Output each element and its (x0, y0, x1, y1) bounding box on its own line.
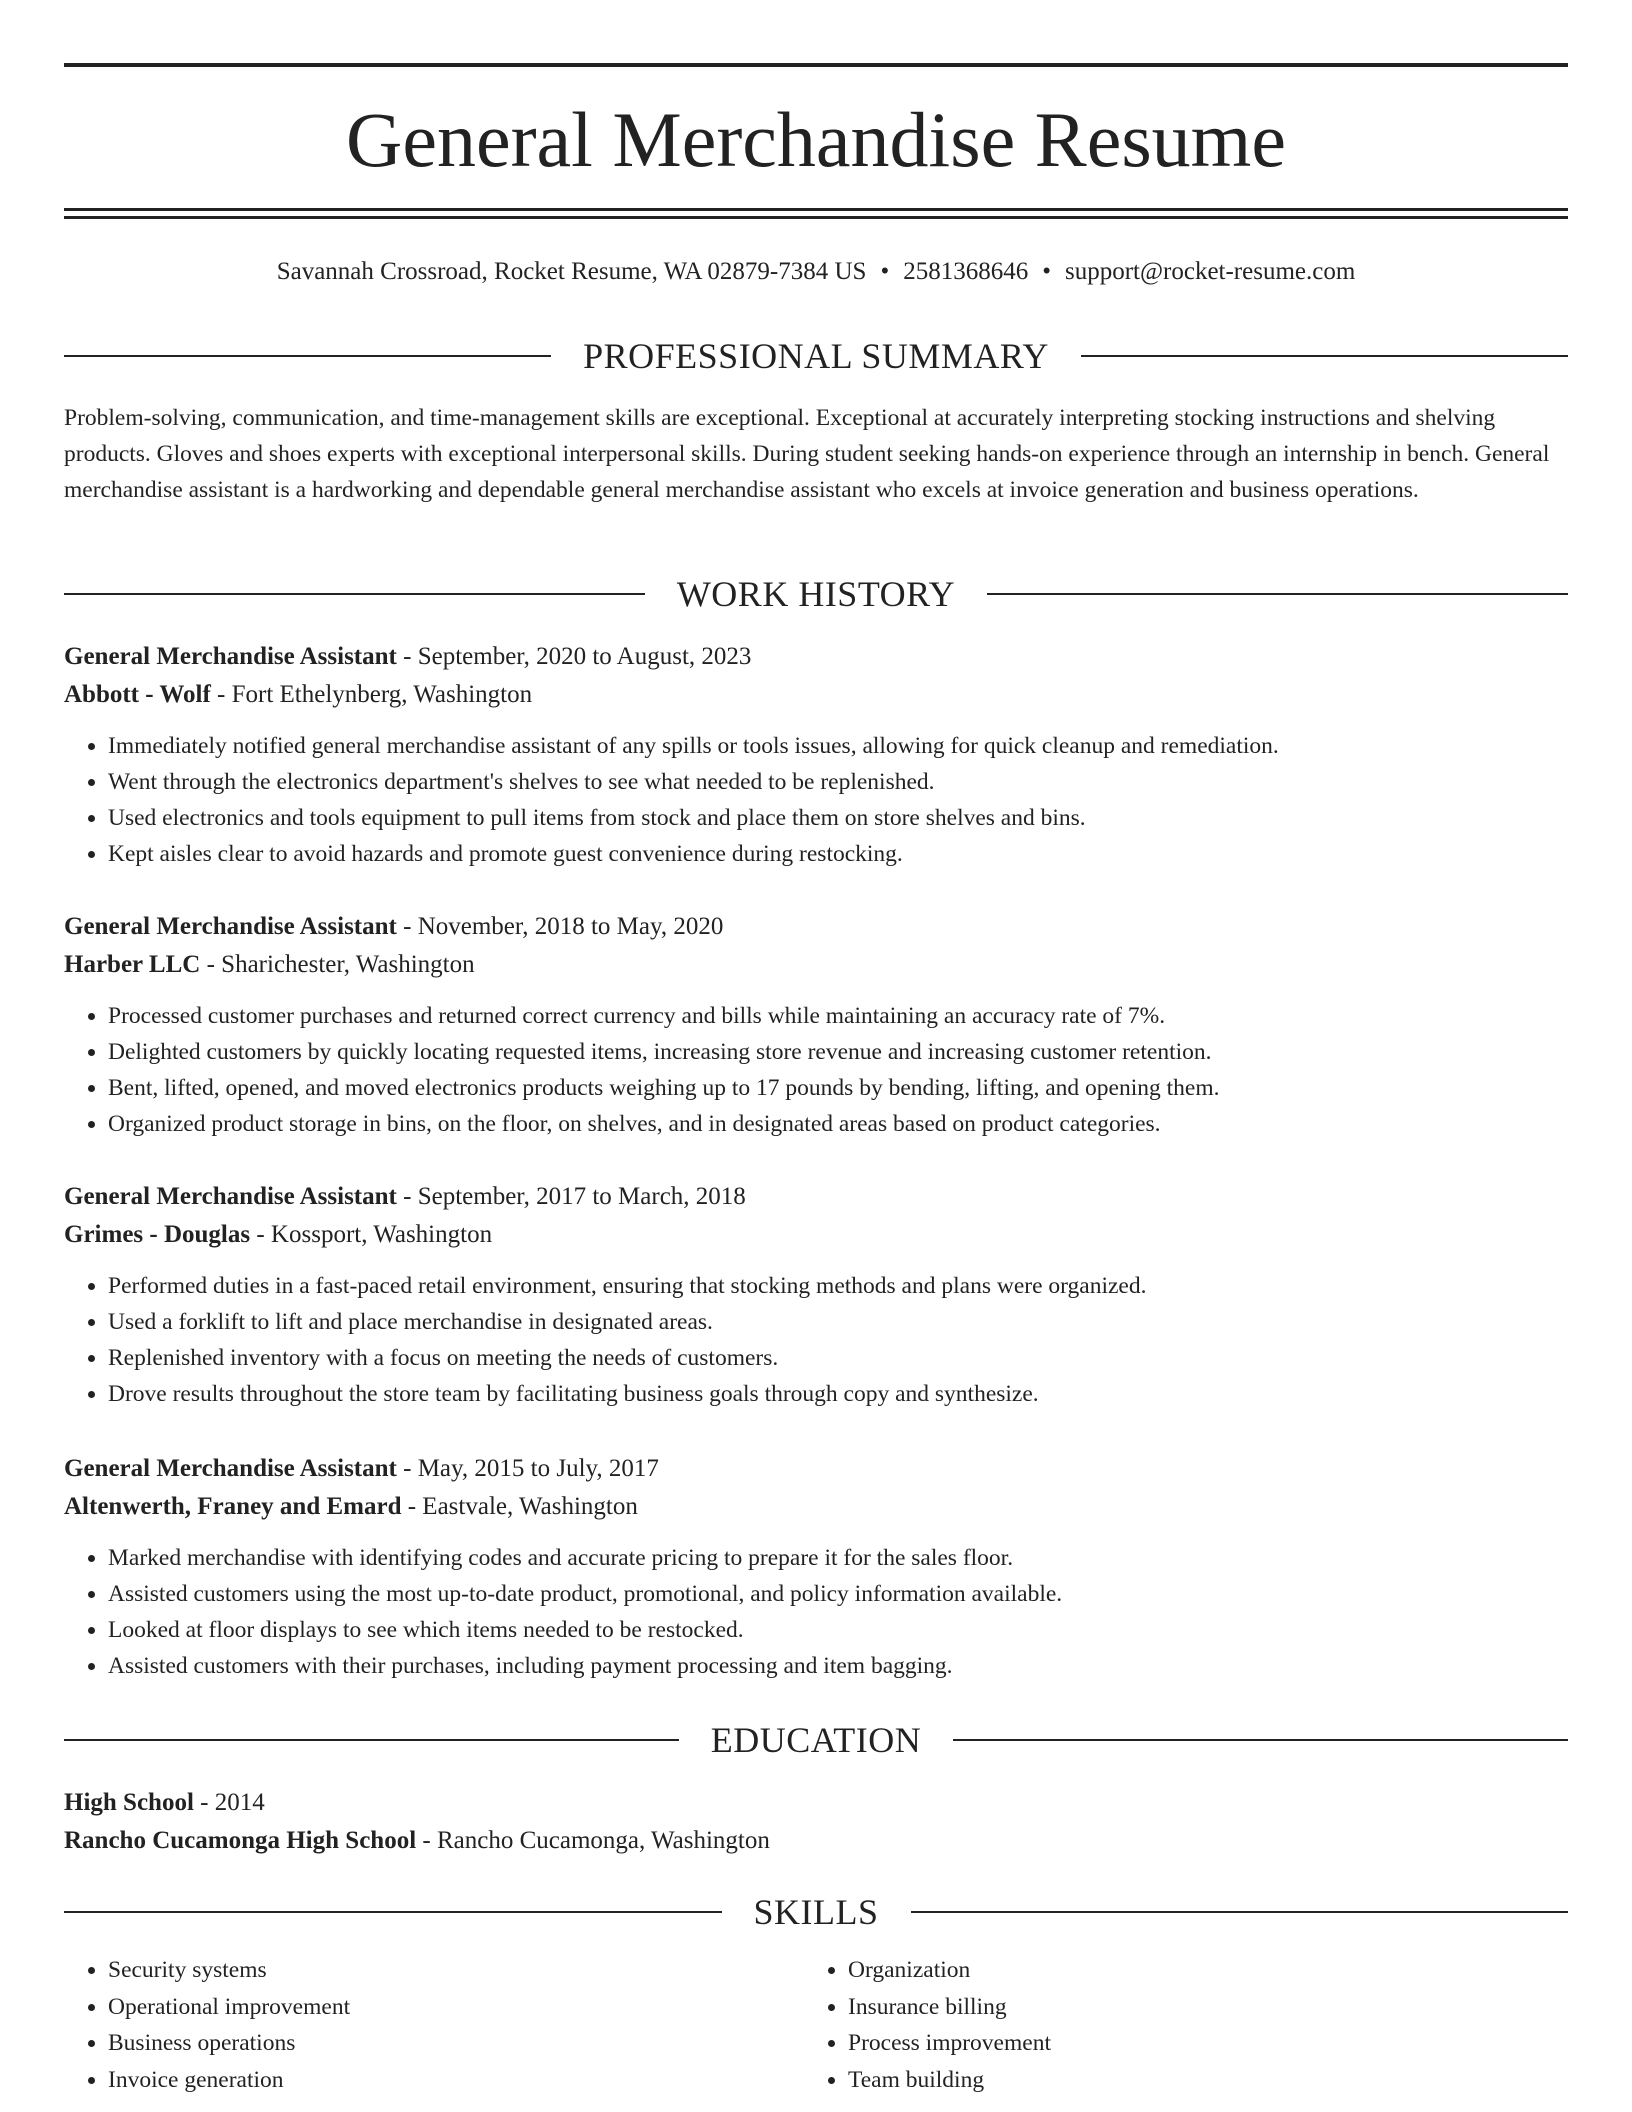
list-item: • Business operations (108, 2025, 804, 2062)
list-item: • Team building (848, 2062, 1544, 2099)
job-location: - Kossport, Washington (250, 1221, 493, 1248)
job-dates: - September, 2017 to March, 2018 (396, 1183, 746, 1210)
list-item: • Marked merchandise with identifying codes and accurate pricing to prepare it for the sales floor. (108, 1540, 1568, 1576)
job-location: - Eastvale, Washington (401, 1493, 638, 1520)
title-rule-lower (64, 216, 1568, 219)
job-title: General Merchandise Assistant (64, 1183, 397, 1210)
job-entry (64, 908, 1568, 1142)
list-item: • Security systems (108, 1952, 804, 1989)
section-heading-skills (64, 1892, 1568, 1932)
job-company: Harber LLC (64, 951, 201, 978)
list-item: • Assisted customers using the most up-to-date product, promotional, and policy information available. (108, 1576, 1568, 1612)
job-company-line (64, 1216, 1568, 1254)
list-item: • Performed duties in a fast-paced retail environment, ensuring that stocking methods and plans were organized. (108, 1268, 1568, 1304)
heading-rule (64, 1911, 722, 1913)
job-bullets (64, 1268, 1568, 1412)
job-dates: - May, 2015 to July, 2017 (396, 1455, 659, 1482)
heading-rule (64, 355, 551, 357)
job-dates: - November, 2018 to May, 2020 (396, 913, 724, 940)
education-school: Rancho Cucamonga High School (64, 1827, 417, 1854)
job-company: Altenwerth, Franey and Emard (64, 1493, 402, 1520)
job-entry (64, 1178, 1568, 1412)
section-heading-work (64, 574, 1568, 614)
education-location: - Rancho Cucamonga, Washington (416, 1827, 770, 1854)
contact-separator: • (880, 258, 890, 285)
resume-title: General Merchandise Resume (346, 96, 1286, 183)
top-rule (64, 63, 1568, 67)
summary-text: Problem-solving, communication, and time-management skills are exceptional. Exceptional at accurately interpreting stocking instructions and shelving products. Gloves and shoes experts with exceptional interpersonal skills. During student seeking hands-on experience through an internship in bench. General merchandise assistant is a hardworking and dependable general merchandise assistant who excels at invoice generation and business operations. (64, 405, 1550, 503)
skills-list (64, 1952, 1568, 2098)
list-item: • Kept aisles clear to avoid hazards and promote guest convenience during restocking. (108, 836, 1568, 872)
job-location: - Sharichester, Washington (200, 951, 475, 978)
contact-email: support@rocket-resume.com (1065, 258, 1356, 285)
job-company: Grimes - Douglas (64, 1221, 251, 1248)
education-entry (64, 1784, 1568, 1860)
contact-separator: • (1042, 258, 1051, 285)
job-location: - Fort Ethelynberg, Washington (210, 681, 533, 708)
list-item: • Operational improvement (108, 1989, 804, 2026)
job-title-line (64, 908, 1568, 946)
list-item: • Process improvement (848, 2025, 1544, 2062)
job-title: General Merchandise Assistant (64, 643, 397, 670)
job-bullets (64, 1540, 1568, 1684)
list-item: • Went through the electronics department's shelves to see what needed to be replenished. (108, 764, 1568, 800)
heading-rule (64, 1739, 679, 1741)
education-school-line (64, 1822, 1568, 1860)
section-heading-summary (64, 336, 1568, 376)
skills-column-left (64, 1952, 804, 2098)
list-item: • Drove results throughout the store team by facilitating business goals through copy and synthesize. (108, 1376, 1568, 1412)
job-title: General Merchandise Assistant (64, 1455, 397, 1482)
job-title: General Merchandise Assistant (64, 913, 397, 940)
list-item: • Immediately notified general merchandise assistant of any spills or tools issues, allowing for quick cleanup and remediation. (108, 728, 1568, 764)
heading-rule (987, 593, 1568, 595)
job-company: Abbott - Wolf (64, 681, 211, 708)
education-year: - 2014 (193, 1789, 265, 1816)
job-dates: - September, 2020 to August, 2023 (396, 643, 752, 670)
skills-column-right (804, 1952, 1544, 2098)
section-title: EDUCATION (710, 1720, 922, 1760)
section-title: SKILLS (753, 1892, 879, 1932)
section-heading-education (64, 1720, 1568, 1760)
job-title-line (64, 638, 1568, 676)
heading-rule (64, 593, 645, 595)
job-company-line (64, 676, 1568, 714)
education-degree-line (64, 1784, 1568, 1822)
heading-rule (953, 1739, 1568, 1741)
list-item: • Organized product storage in bins, on the floor, on shelves, and in designated areas based on product categories. (108, 1106, 1568, 1142)
contact-phone: 2581368646 (903, 258, 1029, 285)
contact-line (64, 254, 1568, 290)
job-entry (64, 1450, 1568, 1684)
job-entry (64, 638, 1568, 872)
list-item: • Used a forklift to lift and place merchandise in designated areas. (108, 1304, 1568, 1340)
section-title: PROFESSIONAL SUMMARY (583, 336, 1049, 376)
list-item: • Insurance billing (848, 1989, 1544, 2026)
list-item: • Assisted customers with their purchases, including payment processing and item bagging. (108, 1648, 1568, 1684)
job-title-line (64, 1178, 1568, 1216)
job-company-line (64, 946, 1568, 984)
list-item: • Processed customer purchases and returned correct currency and bills while maintaining an accuracy rate of 7%. (108, 998, 1568, 1034)
heading-rule (911, 1911, 1569, 1913)
job-company-line (64, 1488, 1568, 1526)
job-bullets (64, 998, 1568, 1142)
heading-rule (1081, 355, 1568, 357)
job-title-line (64, 1450, 1568, 1488)
title-rule-upper (64, 208, 1568, 211)
list-item: • Delighted customers by quickly locating requested items, increasing store revenue and increasing customer retention. (108, 1034, 1568, 1070)
contact-address: Savannah Crossroad, Rocket Resume, WA 02879-7384 US (276, 258, 867, 285)
list-item: • Organization (848, 1952, 1544, 1989)
list-item: • Replenished inventory with a focus on meeting the needs of customers. (108, 1340, 1568, 1376)
list-item: • Used electronics and tools equipment to pull items from stock and place them on store shelves and bins. (108, 800, 1568, 836)
list-item: • Looked at floor displays to see which items needed to be restocked. (108, 1612, 1568, 1648)
list-item: • Bent, lifted, opened, and moved electronics products weighing up to 17 pounds by bending, lifting, and opening them. (108, 1070, 1568, 1106)
education-degree: High School (64, 1789, 194, 1816)
section-title: WORK HISTORY (676, 574, 956, 614)
job-bullets (64, 728, 1568, 872)
list-item: • Invoice generation (108, 2062, 804, 2099)
